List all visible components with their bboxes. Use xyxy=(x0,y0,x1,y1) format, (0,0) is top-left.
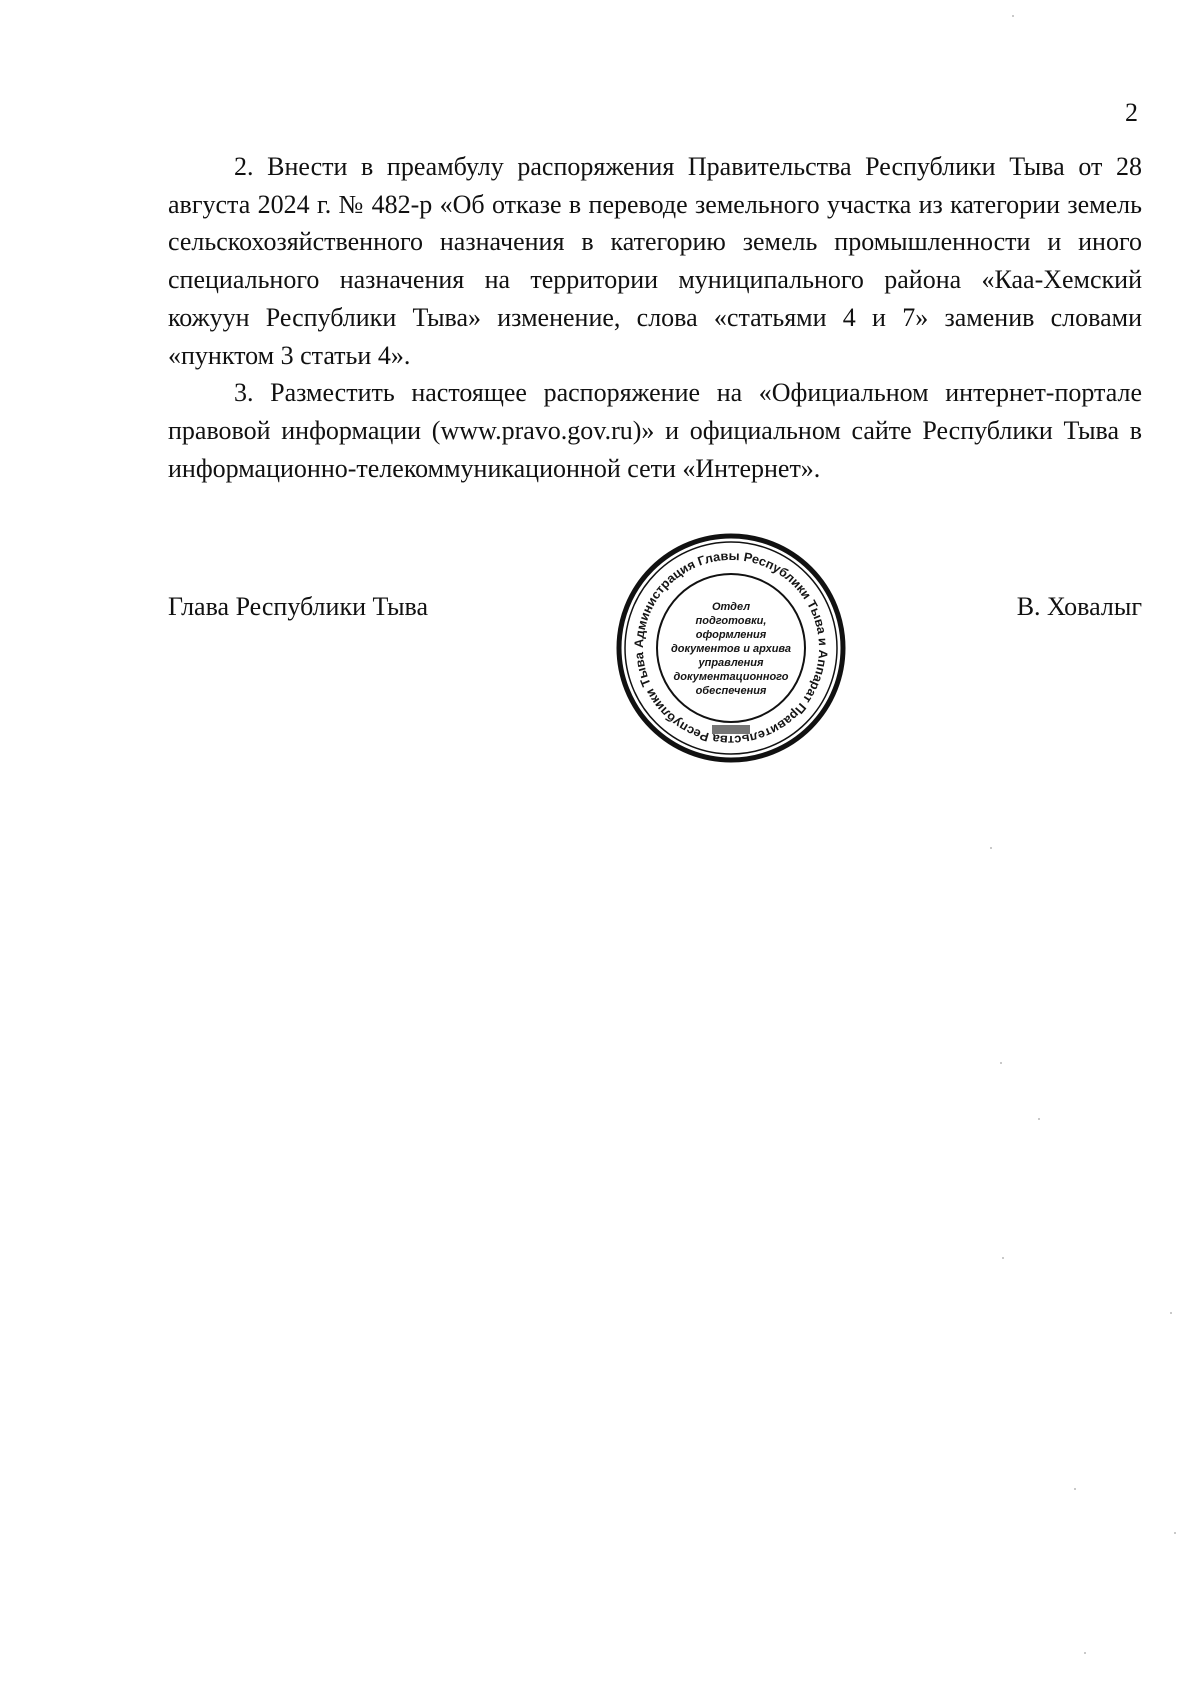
stamp-center-line: Отдел xyxy=(711,601,751,613)
scan-speck xyxy=(1174,1532,1176,1534)
scan-speck xyxy=(1170,1312,1172,1314)
stamp-seal-icon xyxy=(612,529,850,767)
paragraph-item-2: 2. Внести в преамбулу распоряжения Правительства Республики Тыва от 28 августа 2024 г. № 482-р «Об отказе в переводе земельного участка из категории земель сельскохозяйственного назначения в категорию земель промышленности и иного специального назначения на территории муниципального района «Каа-Хемский кожуун Республики Тыва» изменение, слова «статьями 4 и 7» заменив словами «пунктом 3 статьи 4». xyxy=(168,152,1142,370)
stamp-ring-text: Администрация Главы Республики Тыва и Аппарат Правительства Республики Тыва xyxy=(631,548,831,748)
stamp-center-line: обеспечения xyxy=(695,685,767,697)
scan-speck xyxy=(1038,1118,1040,1120)
stamp-center-line: документов и архива xyxy=(670,643,792,655)
document-body xyxy=(168,148,1142,487)
scan-speck xyxy=(1084,1652,1086,1654)
official-stamp xyxy=(612,529,850,767)
paragraph-item-3: 3. Разместить настоящее распоряжение на «Официальном интернет-портале правовой информации (www.pravo.gov.ru)» и официальном сайте Республики Тыва в информационно-телекоммуникационной сети «Интернет». xyxy=(168,378,1142,483)
stamp-center-line: документационного xyxy=(673,671,789,683)
scan-speck xyxy=(1012,15,1014,17)
signatory-position: Глава Республики Тыва xyxy=(168,592,429,621)
stamp-center-line: управления xyxy=(698,657,764,669)
scan-speck xyxy=(990,847,992,849)
scan-speck xyxy=(1002,1257,1004,1259)
stamp-center-text xyxy=(671,601,791,697)
page-number: 2 xyxy=(1125,98,1138,127)
stamp-center-line: оформления xyxy=(695,629,767,641)
signatory-name: В. Ховалыг xyxy=(1016,592,1142,621)
scan-speck xyxy=(1000,1062,1002,1064)
stamp-center-line: подготовки, xyxy=(695,615,767,627)
scan-speck xyxy=(1074,1488,1076,1490)
